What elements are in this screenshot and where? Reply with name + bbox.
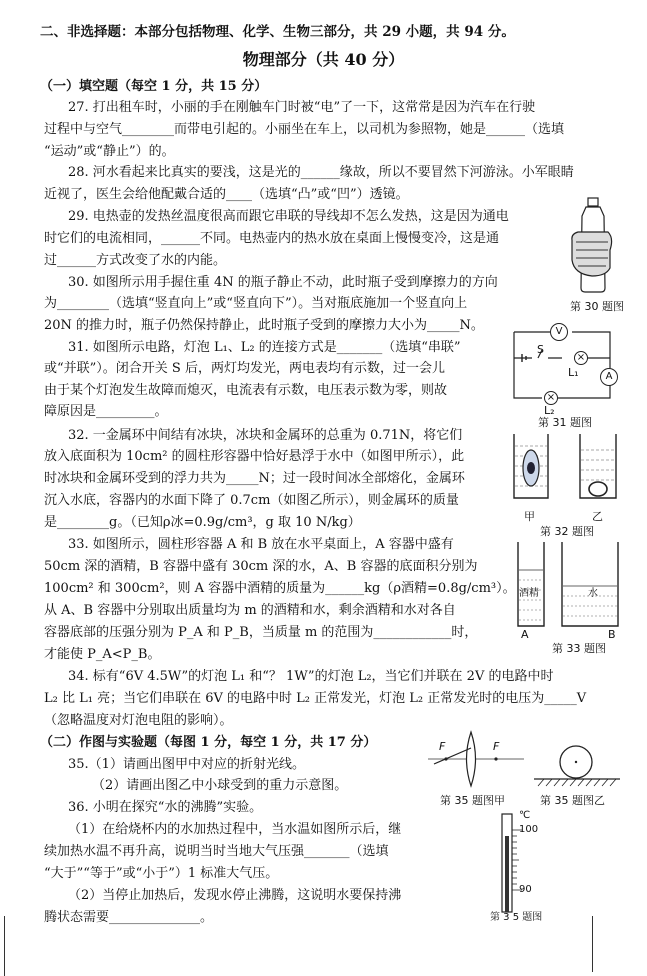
l1-label: L₁ [568, 366, 579, 379]
text-line: 从 A、B 容器中分别取出质量均为 m 的酒精和水，剩余酒精和水对各自 [44, 603, 456, 618]
drawing-experiment-heading: （二）作图与实验题（每图 1 分，每空 1 分，共 17 分） [40, 735, 377, 750]
text-line: 障原因是_________。 [44, 404, 168, 419]
text-line: 34. 标有“6V 4.5W”的灯泡 L₁ 和“？ 1W”的灯泡 L₂，当它们并联在 2V 的电路中时 [68, 669, 554, 684]
voltmeter [550, 323, 568, 341]
text-line: 27. 打出租车时，小丽的手在刚触车门时被“电”了一下，这常常是因为汽车在行驶 [68, 100, 536, 115]
lamp-l2-icon: × [544, 391, 558, 405]
celsius-unit-label: ℃ [519, 810, 531, 821]
figure-30-caption: 第 30 题图 [570, 300, 624, 313]
focal-point-left-label: F [439, 740, 446, 753]
thermometer-90-label: 90 [519, 884, 532, 895]
thermometer-100-label: 100 [519, 824, 539, 835]
section-header: 二、非选择题：本部分包括物理、化学、生物三部分，共 29 小题，共 94 分。 [40, 24, 515, 40]
text-line: （2）请画出图乙中小球受到的重力示意图。 [92, 778, 348, 793]
text-line: 才能使 P_A<P_B。 [44, 647, 161, 662]
text-line: （忽略温度对灯泡电阻的影响）。 [44, 713, 233, 728]
text-line: 33. 如图所示，圆柱形容器 A 和 B 放在水平桌面上，A 容器中盛有 [68, 537, 454, 552]
fill-blank-heading: （一）填空题（每空 1 分，共 15 分） [40, 79, 268, 94]
text-line: “大于”“等于”或“小于”）1 标准大气压。 [44, 866, 279, 881]
figure-36-caption: 第 3 5 题图 [490, 912, 543, 923]
text-line: 31. 如图所示电路，灯泡 L₁、L₂ 的连接方式是_______（选填“串联” [68, 340, 461, 355]
text-line: 20N 的推力时，瓶子仍然保持静止，此时瓶子受到的摩擦力大小为_____N。 [44, 318, 484, 333]
bottle-figure [568, 198, 618, 294]
ammeter-label: A [605, 371, 613, 382]
corner-mark-left [4, 916, 5, 976]
text-line: 容器底部的压强分别为 P_A 和 P_B，当质量 m 的范围为____________时， [44, 625, 478, 640]
text-line: （2）当停止加热后，发现水停止沸腾，这说明水要保持沸 [68, 888, 402, 903]
text-line: 或“并联”）。闭合开关 S 后，两灯均发光，两电表均有示数，过一会儿 [44, 361, 445, 376]
text-line: 时冰块和金属环受到的浮力共为_____N；过一段时间冰全部熔化，金属环 [44, 471, 465, 486]
alcohol-label: 酒精 [519, 588, 539, 599]
convex-lens-figure [428, 730, 524, 788]
container-a-label: A [521, 628, 529, 641]
water-label: 水 [588, 588, 598, 599]
physics-title: 物理部分（共 40 分） [242, 50, 405, 69]
text-line: L₂ 比 L₁ 亮；当它们串联在 6V 的电路中时 L₂ 正常发光，灯泡 L₂ 正常发光时的电压为_____V [44, 691, 587, 706]
text-line: 由于某个灯泡发生故障而熄灭，电流表有示数，电压表示数为零，则故 [44, 383, 448, 398]
ammeter [600, 368, 618, 386]
text-line: 29. 电热壶的发热丝温度很高而跟它串联的导线却不怎么发热，这是因为通电 [68, 209, 509, 224]
text-line: 为________（选填“竖直向上”或“竖直向下”）。当对瓶底施加一个竖直向上 [44, 296, 468, 311]
text-line: 32. 一金属环中间结有冰块，冰块和金属环的总重为 0.71N，将它们 [68, 428, 463, 443]
text-line: 续加热水温不再升高，说明当时当地大气压强_______（选填 [44, 844, 389, 859]
text-line: 近视了，医生会给他配戴合适的____（选填“凸”或“凹”）透镜。 [44, 187, 409, 202]
text-line: 100cm² 和 300cm²，则 A 容器中酒精的质量为______kg（ρ酒精=0.8g/cm³）。 [44, 581, 516, 596]
text-line: 是________g。（已知ρ冰=0.9g/cm³，g 取 10 N/kg） [44, 515, 361, 530]
text-line: 36. 小明在探究“水的沸腾”实验。 [68, 800, 263, 815]
figure-35a-caption: 第 35 题图甲 [440, 794, 505, 807]
text-line: 沉入水底，容器内的水面下降了 0.7cm（如图乙所示），则金属环的质量 [44, 493, 459, 508]
figure-33-caption: 第 33 题图 [552, 642, 606, 655]
lamp-l1-icon: × [574, 351, 588, 365]
ball-on-surface-figure [534, 742, 620, 790]
text-line: 30. 如图所示用手握住重 4N 的瓶子静止不动，此时瓶子受到摩擦力的方向 [68, 275, 498, 290]
text-line: 放入底面积为 10cm² 的圆柱形容器中恰好悬浮于水中（如图甲所示），此 [44, 449, 465, 464]
l2-label: L₂ [544, 404, 555, 417]
text-line: 50cm 深的酒精，B 容器中盛有 30cm 深的水，A、B 容器的底面积分别为 [44, 559, 478, 574]
text-line: 腾状态需要______________。 [44, 910, 214, 925]
figure-32-label-yi: 乙 [592, 510, 603, 523]
figure-32-label-jia: 甲 [524, 510, 535, 523]
text-line: 28. 河水看起来比真实的要浅，这是光的______缘故，所以不要冒然下河游泳。小军眼睛 [68, 165, 574, 180]
container-b-label: B [608, 628, 616, 641]
figure-32-caption: 第 32 题图 [540, 525, 594, 538]
floating-ice-figure [506, 432, 626, 502]
corner-mark-right [592, 916, 593, 972]
voltmeter-label: V [555, 326, 563, 337]
text-line: “运动”或“静止”）的。 [44, 144, 175, 159]
text-line: （1）在给烧杯内的水加热过程中，当水温如图所示后，继 [68, 822, 402, 837]
text-line: 35.（1）请画出图甲中对应的折射光线。 [68, 757, 305, 772]
focal-point-right-label: F [493, 740, 500, 753]
text-line: 过程中与空气________而带电引起的。小丽坐在车上，以司机为参照物，她是______（选填 [44, 122, 565, 137]
figure-31-caption: 第 31 题图 [538, 416, 592, 429]
figure-35b-caption: 第 35 题图乙 [540, 794, 605, 807]
switch-label: S [537, 343, 544, 356]
text-line: 时它们的电流相同，______不同。电热壶内的热水放在桌面上慢慢变冷，这是通 [44, 231, 500, 246]
text-line: 过______方式改变了水的内能。 [44, 253, 227, 268]
